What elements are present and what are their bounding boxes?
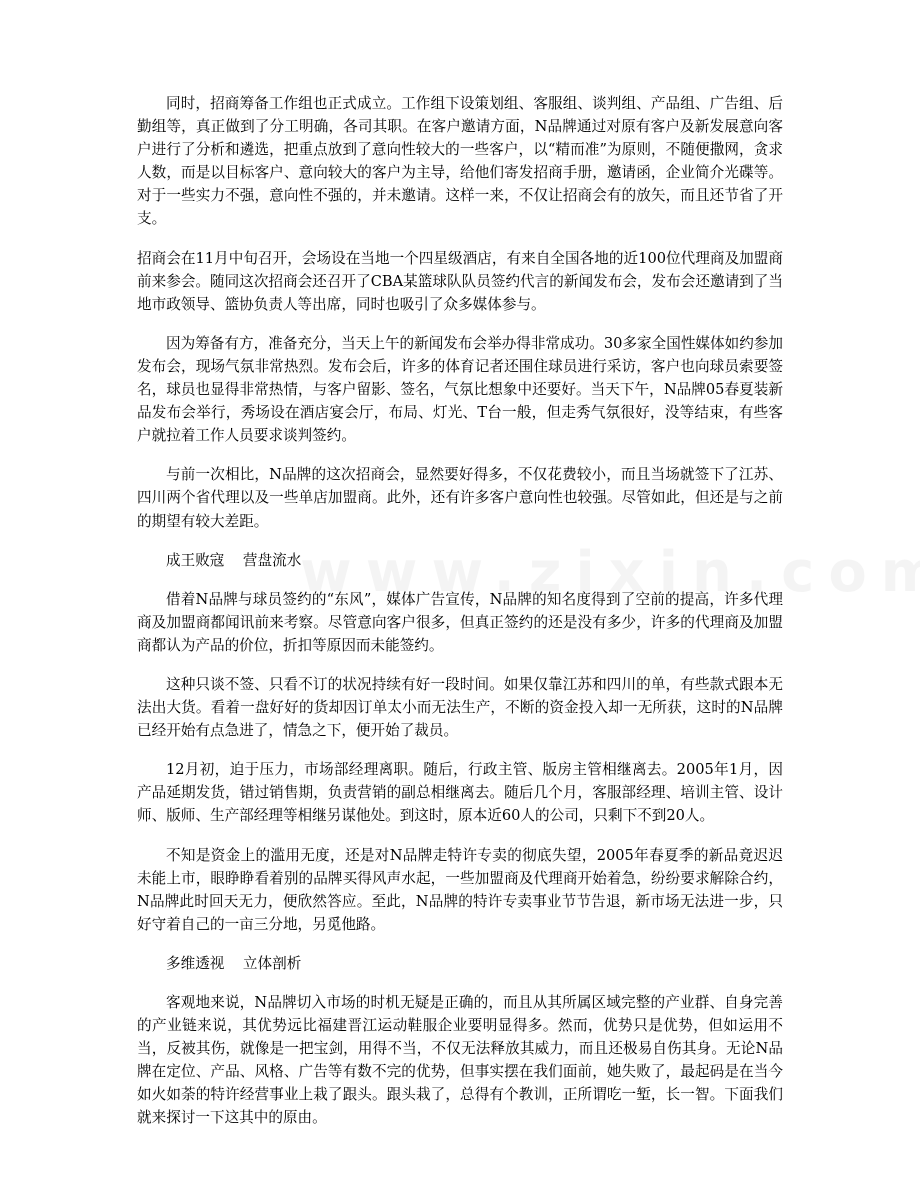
paragraph-comparison: 与前一次相比，N品牌的这次招商会，显然要好得多，不仅花费较小，而且当场就签下了江苏、四川两个省代理以及一些单店加盟商。此外，还有许多客户意向性也较强。尽管如此，但还是与之前的期望有较大差距。 [137,466,783,530]
section-heading-success-failure: 成王败寇 营盘流水 [166,551,302,569]
paragraph-layoffs-begin: 这种只谈不签、只看不订的状况持续有好一段时间。如果仅靠江苏和四川的单，有些款式跟本无法出大货。看着一盘好好的货却因订单太小而无法生产，不断的资金投入却一无所获，这时的N品牌已经开始有点急进了，情急之下，便开始了裁员。 [137,675,783,740]
paragraph-press-conference: 因为筹备有方，准备充分，当天上午的新闻发布会举办得非常成功。30多家全国性媒体如约参加发布会，现场气氛非常热烈。发布会后，许多的体育记者还围住球员进行采访，客户也向球员索要签名，球员也显得非常热情，与客户留影、签名，气氛比想象中还要好。当天下午，N品牌05春夏装新品发布会举行，秀场设在酒店宴会厅，布局、灯光、T台一般，但走秀气氛很好，没等结束，有些客户就拉着工作人员要求谈判签约。 [137,334,783,445]
document-body [137,92,783,1146]
section-heading-analysis: 多维透视 立体剖析 [166,954,302,972]
paragraph-staff-departures: 12月初，迫于压力，市场部经理离职。随后，行政主管、版房主管相继离去。2005年1月，因产品延期发货，错过销售期，负责营销的副总相继离去。随后几个月，客服部经理、培训主管、设计师、版师、生产部经理等相继另谋他处。到这时，原本近60人的公司，只剩下不到20人。 [137,761,783,825]
paragraph-franchise-retreat: 不知是资金上的滥用无度，还是对N品牌走特许专卖的彻底失望，2005年春夏季的新品竟迟迟未能上市，眼睁睁看着别的品牌买得风声水起，一些加盟商及代理商开始着急，纷纷要求解除合约，N品牌此时回天无力，便欣然答应。至此，N品牌的特许专卖事业节节告退，新市场无法进一步，只好守着自己的一亩三分地，另觅他路。 [137,846,783,933]
paragraph-investment-fair: 招商会在11月中旬召开，会场设在当地一个四星级酒店，有来自全国各地的近100位代理商及加盟商前来参会。随同这次招商会还召开了CBA某篮球队队员签约代言的新闻发布会，发布会还邀请到了当地市政领导、篮协负责人等出席，同时也吸引了众多媒体参与。 [137,249,783,313]
paragraph-recruitment-team: 同时，招商筹备工作组也正式成立。工作组下设策划组、客服组、谈判组、产品组、广告组、后勤组等，真正做到了分工明确，各司其职。在客户邀请方面，N品牌通过对原有客户及新发展意向客户进行了分析和遴选，把重点放到了意向性较大的一些客户，以“精而准”为原则，不随便撒网，贪求人数，而是以目标客户、意向较大的客户为主导，给他们寄发招商手册，邀请函，企业简介光碟等。对于一些实力不强，意向性不强的，并未邀请。这样一来，不仅让招商会有的放矢，而且还节省了开支。 [137,95,783,228]
paragraph-brand-awareness: 借着N品牌与球员签约的“东风”，媒体广告宣传，N品牌的知名度得到了空前的提高，许多代理商及加盟商都闻讯前来考察。尽管意向客户很多，但真正签约的还是没有多少，许多的代理商及加盟商都认为产品的价位，折扣等原因而未能签约。 [137,590,783,654]
paragraph-objective-analysis: 客观地来说，N品牌切入市场的时机无疑是正确的，而且从其所属区域完整的产业群、自身完善的产业链来说，其优势远比福建晋江运动鞋服企业要明显得多。然而，优势只是优势，但如运用不当，反被其伤，就像是一把宝剑，用得不当，不仅无法释放其威力，而且还极易自伤其身。无论N品牌在定位、产品、风格、广告等有数不完的优势，但事实摆在我们面前，她失败了，最起码是在当今如火如荼的特许经营事业上栽了跟头。跟头栽了，总得有个教训，正所谓吃一堑，长一智。下面我们就来探讨一下这其中的原由。 [137,994,783,1127]
